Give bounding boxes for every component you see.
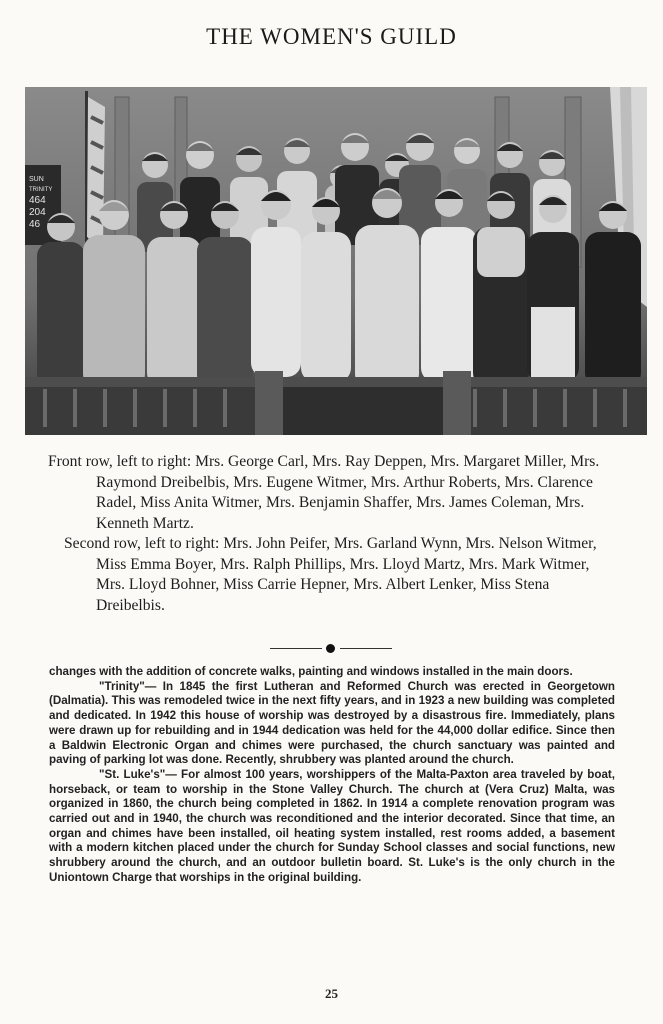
divider-line-left xyxy=(270,648,322,649)
hymn-board-line: 46 xyxy=(29,219,41,230)
article-paragraph-st-lukes: "St. Luke's"— For almost 100 years, worshippers of the Malta-Paxton area traveled by boat, horseback, or team to worship in the Stone Valley Church. The church at (Vera Cruz) Malta, was organized in 1860, the church being completed in 1862. In 1914 a complete renovation program was carried out and in 1940, the church was reconditioned and the interior decorated. Since that time, an organ and chimes have been installed, oil heating system installed, rest rooms added, a basement with a modern kitchen placed under the church for Sunday School classes and social functions, new shrubbery around the church, and an outdoor bulletin board. St. Luke's is the only church in the Uniontown Charge that worships in the original building. xyxy=(49,767,615,884)
divider-dot xyxy=(326,644,335,653)
article-paragraph: changes with the addition of concrete walks, painting and windows installed in the main doors. xyxy=(49,665,573,678)
hymn-board-line: SUN xyxy=(29,176,44,183)
caption-front-row: Front row, left to right: Mrs. George Carl, Mrs. Ray Deppen, Mrs. Margaret Miller, Mrs. Raymond Dreibelbis, Mrs. Eugene Witmer, Mrs. Arthur Roberts, Mrs. Clarence Radel, Miss Anita Witmer, Mrs. Benjamin Shaffer, Mrs. James Coleman, Mrs. Kenneth Martz. xyxy=(48,453,600,532)
section-divider xyxy=(0,642,663,654)
page-title: THE WOMEN'S GUILD xyxy=(206,24,457,49)
photo-caption xyxy=(48,452,618,616)
caption-second-row: Second row, left to right: Mrs. John Peifer, Mrs. Garland Wynn, Mrs. Nelson Witmer, Miss Emma Boyer, Mrs. Ralph Phillips, Mrs. Lloyd Martz, Mrs. Mark Witmer, Mrs. Lloyd Bohner, Miss Carrie Hepner, Mrs. Albert Lenker, Miss Stena Dreibelbis. xyxy=(64,535,597,614)
hymn-board-line: 204 xyxy=(29,207,46,218)
article-paragraph-trinity: "Trinity"— In 1845 the first Lutheran and Reformed Church was erected in Georgetown (Dalmatia). This was remodeled twice in the next fifty years, and in 1923 a new building was completed and dedicated. In 1942 this house of worship was destroyed by a disastrous fire. Immediately, plans were drawn up for rebuilding and in 1944 dedication was held for the 44,000 dollar edifice. Since then a Baldwin Electronic Organ and chimes were purchased, the church sanctuary was painted and paving of parking lot was done. Recently, shrubbery was planted around the church. xyxy=(49,679,615,767)
hymn-board-line: TRINITY xyxy=(29,187,53,193)
page-number: 25 xyxy=(325,986,338,1001)
group-photo xyxy=(25,87,647,435)
article-text xyxy=(49,665,615,886)
hymn-board-line: 464 xyxy=(29,195,46,206)
altar-rail xyxy=(25,371,647,435)
divider-line-right xyxy=(340,648,392,649)
